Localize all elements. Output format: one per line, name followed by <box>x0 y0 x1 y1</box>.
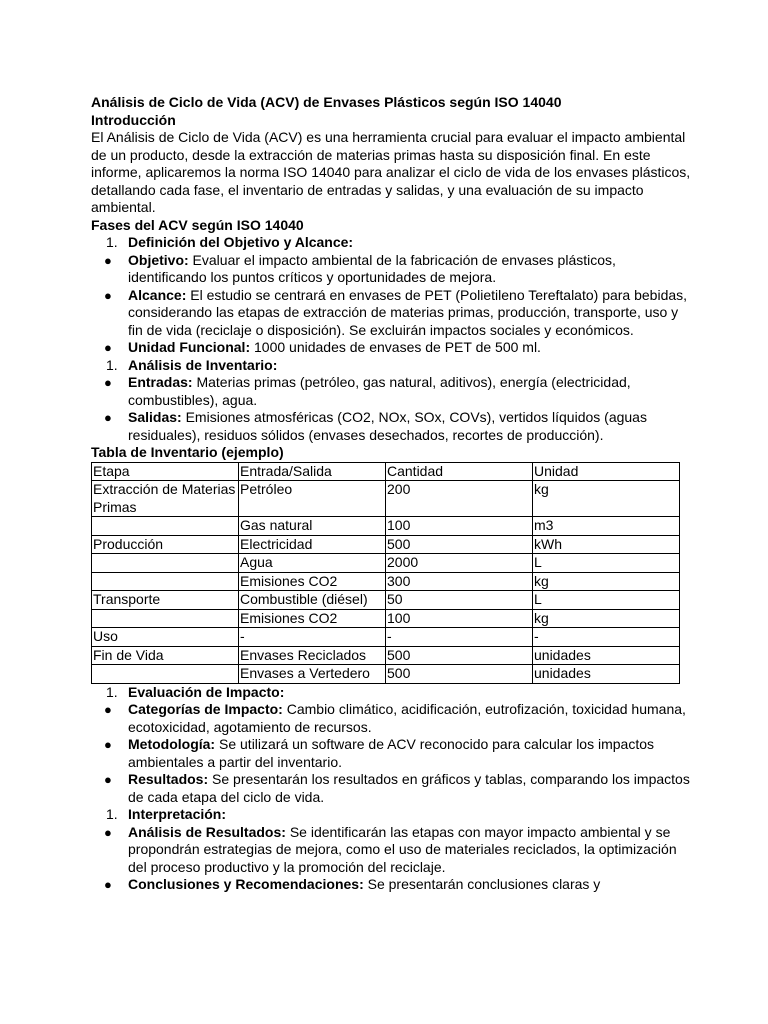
table-cell: kWh <box>533 535 680 554</box>
list-item <box>91 876 691 894</box>
table-cell: 500 <box>386 646 533 665</box>
table-row <box>92 628 680 647</box>
table-cell: L <box>533 554 680 573</box>
bullet-text: Se identificarán las etapas con mayor impacto ambiental y se propondrán estrategias de mejora, como el uso de materiales reciclados, la optimización del proceso productivo y la promoción del reciclaje. <box>128 823 677 875</box>
bullet-icon: ● <box>104 702 112 717</box>
section-heading <box>91 806 691 824</box>
table-cell: Petróleo <box>239 481 386 517</box>
bullet-label: Entradas: <box>128 374 193 390</box>
bullet-label: Metodología: <box>128 736 216 752</box>
section-heading <box>91 234 691 252</box>
table-cell: Agua <box>239 554 386 573</box>
table-cell: 500 <box>386 535 533 554</box>
table-cell <box>92 609 239 628</box>
table-cell: Emisiones CO2 <box>239 609 386 628</box>
table-row <box>92 646 680 665</box>
table-cell: 300 <box>386 572 533 591</box>
section-title: Análisis de Inventario: <box>128 356 278 373</box>
bullet-icon: ● <box>104 375 112 390</box>
intro-heading: Introducción <box>91 111 176 128</box>
list-item <box>91 736 691 771</box>
section-number: 1. <box>106 356 118 373</box>
bullet-icon: ● <box>104 410 112 425</box>
table-row <box>92 665 680 684</box>
section-title: Interpretación: <box>128 806 227 822</box>
bullet-label: Categorías de Impacto: <box>128 701 283 717</box>
table-cell: Emisiones CO2 <box>239 572 386 591</box>
table-header-cell: Entrada/Salida <box>239 462 386 481</box>
table-row <box>92 517 680 536</box>
bullet-label: Alcance: <box>128 286 187 303</box>
bullet-label: Análisis de Resultados: <box>128 823 286 840</box>
table-cell: unidades <box>533 665 680 684</box>
section-title: Definición del Objetivo y Alcance: <box>128 234 354 250</box>
phases-heading: Fases del ACV según ISO 14040 <box>91 216 304 233</box>
table-cell: Electricidad <box>239 535 386 554</box>
table-cell: - <box>239 628 386 647</box>
table-cell: kg <box>533 572 680 591</box>
table-cell <box>92 572 239 591</box>
list-item <box>91 409 691 444</box>
section-title: Evaluación de Impacto: <box>128 683 285 700</box>
table-header-cell: Unidad <box>533 462 680 481</box>
table-caption: Tabla de Inventario (ejemplo) <box>91 444 284 460</box>
bullet-text: Se utilizará un software de ACV reconocido para calcular los impactos ambientales a partir del inventario. <box>128 736 654 770</box>
bullet-label: Resultados: <box>128 771 209 787</box>
bullet-icon: ● <box>104 252 112 268</box>
bullet-label: Conclusiones y Recomendaciones: <box>128 876 364 892</box>
table-cell <box>92 665 239 684</box>
table-cell: Envases Reciclados <box>239 646 386 665</box>
bullet-icon: ● <box>104 772 112 787</box>
list-item <box>91 824 691 877</box>
table-row <box>92 609 680 628</box>
bullet-label: Unidad Funcional: <box>128 339 251 355</box>
section-heading <box>91 684 691 702</box>
table-header-row <box>92 462 680 481</box>
table-cell: - <box>386 628 533 647</box>
table-cell: Producción <box>92 535 239 554</box>
bullet-text: Evaluar el impacto ambiental de la fabricación de envases plásticos, identificando los puntos críticos y oportunidades de mejora. <box>128 251 616 285</box>
table-cell: unidades <box>533 646 680 665</box>
table-cell: - <box>533 628 680 647</box>
bullet-label: Salidas: <box>128 409 182 425</box>
table-cell: Extracción de Materias Primas <box>92 481 239 517</box>
table-cell: 2000 <box>386 554 533 573</box>
section-number: 1. <box>106 806 118 822</box>
table-cell: Envases a Vertedero <box>239 665 386 684</box>
bullet-label: Objetivo: <box>128 251 189 268</box>
table-cell: kg <box>533 481 680 517</box>
bullet-icon: ● <box>104 287 112 303</box>
table-row <box>92 554 680 573</box>
table-cell: 500 <box>386 665 533 684</box>
table-cell: 100 <box>386 517 533 536</box>
list-item <box>91 339 691 357</box>
bullet-text: 1000 unidades de envases de PET de 500 ml. <box>250 339 541 355</box>
table-row <box>92 572 680 591</box>
section-number: 1. <box>106 234 118 250</box>
inventory-table <box>91 462 680 684</box>
table-cell <box>92 517 239 536</box>
intro-paragraph: El Análisis de Ciclo de Vida (ACV) es una herramienta crucial para evaluar el impacto ambiental de un producto, desde la extracción de materias primas hasta su disposición final. En este informe, aplicaremos la norma ISO 14040 para analizar el ciclo de vida de los envases plásticos, detallando cada fase, el inventario de entradas y salidas, y una evaluación de su impacto ambiental. <box>91 129 691 215</box>
table-cell: 50 <box>386 591 533 610</box>
table-cell: Uso <box>92 628 239 647</box>
bullet-text: Se presentarán los resultados en gráficos y tablas, comparando los impactos de cada etapa del ciclo de vida. <box>128 771 690 805</box>
table-cell: kg <box>533 609 680 628</box>
bullet-text: Se presentarán conclusiones claras y <box>363 876 601 892</box>
list-item <box>91 771 691 806</box>
table-row <box>92 591 680 610</box>
list-item <box>91 252 691 287</box>
bullet-icon: ● <box>104 877 112 892</box>
table-header-cell: Cantidad <box>386 462 533 481</box>
table-row <box>92 535 680 554</box>
table-cell: Combustible (diésel) <box>239 591 386 610</box>
document-page <box>91 94 691 894</box>
table-cell: 200 <box>386 481 533 517</box>
table-cell <box>92 554 239 573</box>
bullet-text: El estudio se centrará en envases de PET (Polietileno Tereftalato) para bebidas, considerando las etapas de extracción de materias primas, producción, transporte, uso y fin de vida (reciclaje o disposición). Se excluirán impactos sociales y económicos. <box>128 286 688 338</box>
bullet-text: Emisiones atmosféricas (CO2, NOx, SOx, COVs), vertidos líquidos (aguas residuales), residuos sólidos (envases desechados, recortes de producción). <box>128 409 647 443</box>
table-cell: Transporte <box>92 591 239 610</box>
bullet-text: Materias primas (petróleo, gas natural, aditivos), energía (electricidad, combustibles), agua. <box>128 374 631 408</box>
list-item <box>91 287 691 340</box>
table-cell: Gas natural <box>239 517 386 536</box>
list-item <box>91 701 691 736</box>
table-header-cell: Etapa <box>92 462 239 481</box>
list-item <box>91 374 691 409</box>
bullet-icon: ● <box>104 737 112 752</box>
document-title: Análisis de Ciclo de Vida (ACV) de Envases Plásticos según ISO 14040 <box>91 94 562 110</box>
section-number: 1. <box>106 683 118 700</box>
table-cell: 100 <box>386 609 533 628</box>
table-cell: Fin de Vida <box>92 646 239 665</box>
bullet-icon: ● <box>104 340 112 355</box>
table-cell: L <box>533 591 680 610</box>
bullet-text: Cambio climático, acidificación, eutrofización, toxicidad humana, ecotoxicidad, agotamiento de recursos. <box>128 701 686 735</box>
section-heading <box>91 357 691 375</box>
table-row <box>92 481 680 517</box>
table-cell: m3 <box>533 517 680 536</box>
bullet-icon: ● <box>104 824 112 840</box>
